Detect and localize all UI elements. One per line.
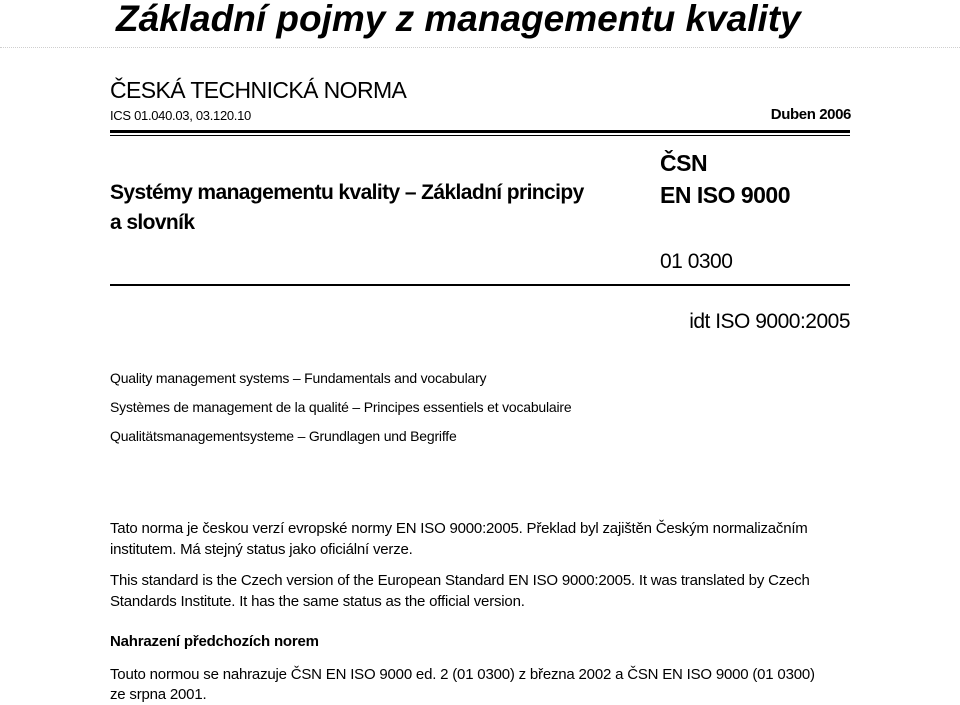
document-title-line-1: Systémy managementu kvality – Základní principy <box>110 181 584 204</box>
en-iso-label: EN ISO 9000 <box>660 182 791 208</box>
english-note-line-2: Standards Institute. It has the same status as the official version. <box>110 593 525 610</box>
title-translation-de: Qualitätsmanagementsysteme – Grundlagen und Begriffe <box>110 428 457 444</box>
header-rule-thick <box>110 130 850 133</box>
document-title <box>110 178 584 238</box>
replacement-heading: Nahrazení předchozích norem <box>110 633 319 650</box>
classification-number: 01 0300 <box>660 250 733 273</box>
ics-code: ICS 01.040.03, 03.120.10 <box>110 108 251 123</box>
csn-label: ČSN <box>660 150 708 176</box>
slide-title: Základní pojmy z managementu kvality <box>116 0 801 39</box>
title-translation-fr: Systèmes de management de la qualité – Principes essentiels et vocabulaire <box>110 399 572 415</box>
identical-standard: idt ISO 9000:2005 <box>689 310 850 333</box>
replacement-line-1: Touto normou se nahrazuje ČSN EN ISO 9000 ed. 2 (01 0300) z března 2002 a ČSN EN ISO 9000 (01 0300) <box>110 666 815 683</box>
publication-date: Duben 2006 <box>770 106 851 123</box>
english-note-line-1: This standard is the Czech version of the European Standard EN ISO 9000:2005. It was translated by Czech <box>110 572 810 589</box>
czech-note-line-2: institutem. Má stejný status jako oficiální verze. <box>110 541 413 558</box>
title-translation-en: Quality management systems – Fundamentals and vocabulary <box>110 370 487 386</box>
section-rule <box>110 284 850 286</box>
header-rule-thin <box>110 135 850 136</box>
document-title-line-2: a slovník <box>110 211 195 234</box>
replacement-line-2: ze srpna 2001. <box>110 686 207 703</box>
czech-note-line-1: Tato norma je českou verzí evropské normy EN ISO 9000:2005. Překlad byl zajištěn Českým normalizačním <box>110 520 808 537</box>
standard-name: ČESKÁ TECHNICKÁ NORMA <box>110 77 407 103</box>
